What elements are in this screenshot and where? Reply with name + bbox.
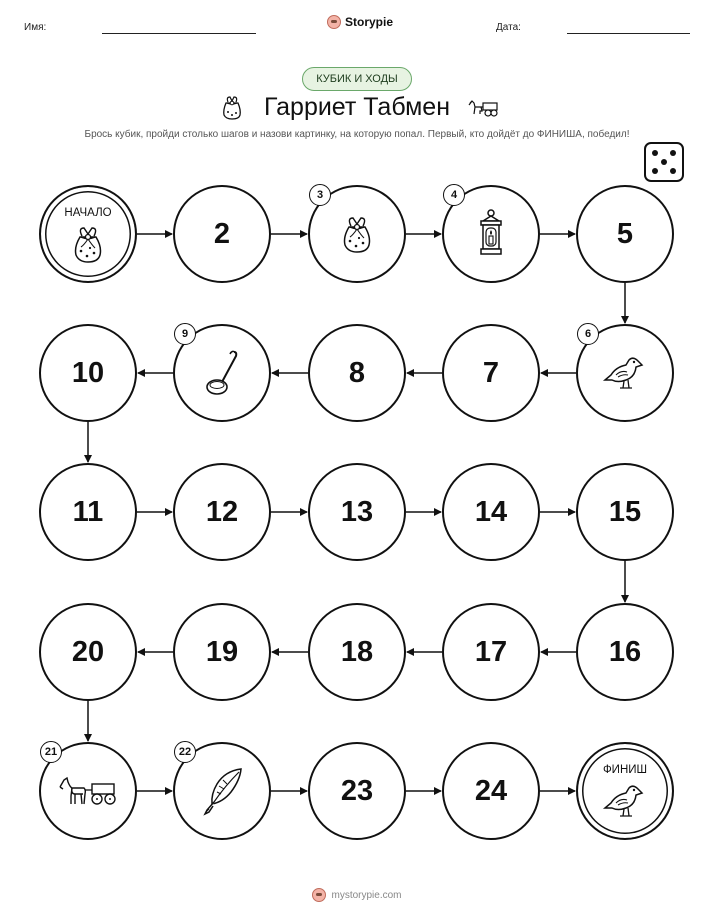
board-space-13: [308, 463, 406, 561]
space-number: 17: [474, 635, 508, 668]
brand-name: Storypie: [345, 15, 394, 29]
page-title: Гарриет Табмен: [264, 93, 450, 121]
board-space-23: [308, 742, 406, 840]
board-space-9: [173, 324, 271, 422]
space-number: 10: [71, 356, 105, 389]
space-number: 24: [474, 774, 508, 807]
board-space-14: [442, 463, 540, 561]
board-space-12: [173, 463, 271, 561]
board-space-4: [442, 185, 540, 283]
instructions: Брось кубик, пройди столько шагов и назови картинку, на которую попал. Первый, кто дойдёт до ФИНИША, победил!: [84, 129, 630, 140]
board-space-10: [39, 324, 137, 422]
board-space-15: [576, 463, 674, 561]
bird-icon: [602, 781, 648, 826]
space-number: 5: [616, 217, 634, 250]
finish-label: ФИНИШ: [602, 764, 648, 776]
board-space-16: [576, 603, 674, 701]
board-space-5: [576, 185, 674, 283]
quill-icon: [199, 766, 245, 821]
game-type-badge: КУБИК И ХОДЫ: [302, 67, 412, 91]
space-number-badge: 9: [174, 323, 196, 345]
ladle-icon: [204, 348, 240, 403]
space-number: 12: [205, 495, 239, 528]
start-space: [39, 185, 137, 283]
board-space-24: [442, 742, 540, 840]
footer-site: mystorypie.com: [331, 889, 402, 901]
start-label: НАЧАЛО: [64, 207, 112, 219]
space-number: 15: [608, 495, 642, 528]
board-space-20: [39, 603, 137, 701]
footer: [0, 888, 714, 902]
finish-space: [576, 742, 674, 840]
board-space-18: [308, 603, 406, 701]
lantern-icon: [475, 209, 507, 264]
space-number: 11: [72, 495, 104, 528]
board-space-22: [173, 742, 271, 840]
board-space-8: [308, 324, 406, 422]
space-number: 2: [213, 217, 231, 250]
storypie-logo-icon: [312, 888, 326, 902]
board-space-3: [308, 185, 406, 283]
space-number: 19: [205, 635, 239, 668]
sack-icon: [68, 223, 108, 270]
board-space-17: [442, 603, 540, 701]
space-number-badge: 6: [577, 323, 599, 345]
space-number: 18: [340, 635, 374, 668]
board-space-19: [173, 603, 271, 701]
space-number: 8: [348, 356, 366, 389]
bird-icon: [602, 353, 648, 398]
space-number-badge: 21: [40, 741, 62, 763]
board-space-21: [39, 742, 137, 840]
board-space-7: [442, 324, 540, 422]
board-space-6: [576, 324, 674, 422]
date-label: Дата:: [496, 22, 521, 33]
horse-cart-icon: [57, 774, 119, 813]
board-space-2: [173, 185, 271, 283]
name-label: Имя:: [24, 22, 47, 33]
space-number: 13: [340, 495, 374, 528]
board-space-11: [39, 463, 137, 561]
sack-icon: [337, 213, 377, 260]
space-number-badge: 4: [443, 184, 465, 206]
space-number: 20: [71, 635, 105, 668]
space-number-badge: 3: [309, 184, 331, 206]
space-number: 23: [340, 774, 374, 807]
space-number-badge: 22: [174, 741, 196, 763]
space-number: 16: [608, 635, 642, 668]
space-number: 7: [482, 356, 500, 389]
space-number: 14: [474, 495, 508, 528]
